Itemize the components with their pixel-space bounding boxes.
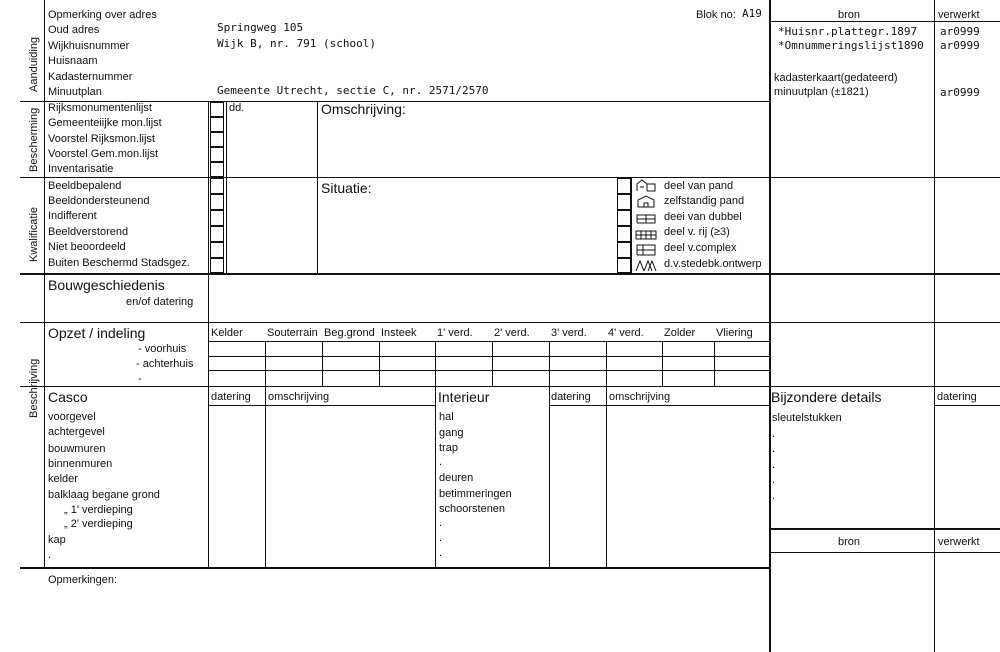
interieur-title: Interieur: [438, 389, 490, 405]
bijzondere-item: .: [772, 443, 776, 455]
floor-header: 2' verd.: [494, 327, 530, 339]
bron-header: bron: [838, 9, 861, 21]
row-huisnaam: Huisnaam: [48, 55, 98, 67]
bijzondere-bron-header: bron: [838, 536, 861, 548]
floor-header: 1' verd.: [437, 327, 473, 339]
row-wijkhuisnummer: Wijkhuisnummer: [48, 40, 130, 52]
situatie-option: zelfstandig pand: [664, 195, 745, 207]
bijzondere-datering-header: datering: [937, 391, 977, 403]
row-beeldbepalend: Beeldbepalend: [48, 180, 122, 192]
bijzondere-item: .: [772, 459, 776, 471]
old-address-value: Springweg 105: [217, 21, 304, 34]
section-label-kwalificatie: Kwalificatie: [28, 206, 40, 262]
casco-item: balklaag begane grond: [48, 489, 160, 501]
row-gemeentelijke-mon-lijst: Gemeenteiijke mon.lijst: [48, 117, 162, 129]
row-voorstel-rijksmon-lijst: Voorstel Rijksmon.lijst: [48, 133, 155, 145]
row-inventarisatie: Inventarisatie: [48, 163, 114, 175]
house-double-icon: [635, 211, 657, 224]
blok-value: A19: [742, 7, 762, 20]
interieur-item: .: [439, 532, 443, 544]
casco-item: „ 1' verdieping: [64, 504, 133, 516]
floor-header: Kelder: [211, 327, 243, 339]
interieur-item: schoorstenen: [439, 503, 506, 515]
wijk-number-value: Wijk B, nr. 791 (school): [217, 37, 376, 50]
bijzondere-item: .: [772, 474, 776, 486]
row-niet-beoordeeld: Niet beoordeeld: [48, 241, 126, 253]
checkbox-rijksmonumentenlijst[interactable]: [210, 102, 224, 117]
opzet-row-achterhuis: - achterhuis: [136, 358, 194, 370]
bron-entry: *Huisnr.plattegr.1897: [778, 25, 918, 38]
blok-label: Blok no:: [696, 9, 736, 21]
checkbox-stedebk-ontwerp[interactable]: [617, 258, 631, 273]
situatie-label: Situatie:: [321, 180, 372, 196]
opzet-label: Opzet / indeling: [48, 325, 146, 341]
checkbox-gemeentelijke-mon-lijst[interactable]: [210, 117, 224, 132]
row-voorstel-gem-mon-lijst: Voorstel Gem.mon.lijst: [48, 148, 159, 160]
casco-omschrijving-header: omschrijving: [268, 391, 330, 403]
checkbox-deel-v-rij[interactable]: [617, 226, 631, 242]
checkbox-deel-van-pand[interactable]: [617, 178, 631, 194]
checkbox-voorstel-gem-mon-lijst[interactable]: [210, 147, 224, 162]
row-kadasternummer: Kadasternummer: [48, 71, 133, 83]
floor-header: Beg.grond: [324, 327, 375, 339]
casco-datering-header: datering: [211, 391, 251, 403]
floor-header: Souterrain: [267, 327, 318, 339]
interieur-item: betimmeringen: [439, 488, 512, 500]
bijzondere-verwerkt-header: verwerkt: [938, 536, 980, 548]
section-label-aanduiding: Aanduiding: [28, 36, 40, 92]
row-buiten-beschermd: Buiten Beschermd Stadsgez.: [48, 257, 190, 269]
bijzondere-title: Bijzondere details: [771, 389, 882, 405]
bijzondere-item: .: [772, 428, 776, 440]
checkbox-beeldbepalend[interactable]: [210, 178, 224, 194]
omschrijving-label: Omschrijving:: [321, 101, 406, 117]
interieur-datering-header: datering: [551, 391, 591, 403]
casco-item: voorgevel: [48, 411, 96, 423]
interieur-item: .: [439, 517, 443, 529]
bron-entry: *Omnummeringslijst1890: [778, 39, 924, 52]
casco-item: kap: [48, 534, 66, 546]
checkbox-buiten-beschermd[interactable]: [210, 258, 224, 273]
section-label-beschrijving: Beschrijving: [28, 358, 40, 418]
floor-header: Vliering: [716, 327, 753, 339]
verwerkt-header: verwerkt: [938, 9, 980, 21]
verwerkt-entry: ar0999: [940, 25, 980, 38]
floor-header: Zolder: [664, 327, 696, 339]
datering-sub-label: en/of datering: [126, 296, 194, 308]
dd-label: dd.: [229, 102, 245, 114]
bron-entry: minuutplan (±1821): [774, 86, 869, 98]
bijzondere-item: sleutelstukken: [772, 412, 842, 424]
row-minuutplan: Minuutplan: [48, 86, 102, 98]
interieur-omschrijving-header: omschrijving: [609, 391, 671, 403]
interieur-item: .: [439, 547, 443, 559]
interieur-item: trap: [439, 442, 458, 454]
row-oud-adres: Oud adres: [48, 24, 100, 36]
checkbox-beeldondersteunend[interactable]: [210, 194, 224, 210]
situatie-option: deel v. rij (≥3): [664, 226, 730, 238]
opmerkingen-label: Opmerkingen:: [48, 574, 118, 586]
row-opmerking-over-adres: Opmerking over adres: [48, 9, 157, 21]
casco-item: binnenmuren: [48, 458, 113, 470]
row-indifferent: Indifferent: [48, 210, 97, 222]
house-complex-icon: [635, 243, 657, 256]
checkbox-deel-v-complex[interactable]: [617, 242, 631, 258]
checkbox-indifferent[interactable]: [210, 210, 224, 226]
interieur-item: .: [439, 456, 443, 468]
checkbox-inventarisatie[interactable]: [210, 162, 224, 177]
casco-item: .: [48, 549, 52, 561]
floor-header: Insteek: [381, 327, 417, 339]
interieur-item: deuren: [439, 472, 474, 484]
casco-item: „ 2' verdieping: [64, 518, 133, 530]
house-part-icon: [635, 179, 657, 192]
opzet-row-voorhuis: - voorhuis: [138, 343, 187, 355]
verwerkt-entry: ar0999: [940, 86, 980, 99]
row-beeldverstorend: Beeldverstorend: [48, 226, 129, 238]
casco-title: Casco: [48, 389, 88, 405]
checkbox-beeldverstorend[interactable]: [210, 226, 224, 242]
bron-entry: kadasterkaart(gedateerd): [774, 72, 898, 84]
casco-item: kelder: [48, 473, 78, 485]
urban-design-icon: [635, 259, 657, 272]
house-row-icon: [635, 227, 657, 240]
checkbox-zelfstandig-pand[interactable]: [617, 194, 631, 210]
interieur-item: gang: [439, 427, 464, 439]
checkbox-deel-van-dubbel[interactable]: [617, 210, 631, 226]
checkbox-voorstel-rijksmon-lijst[interactable]: [210, 132, 224, 147]
interieur-item: hal: [439, 411, 454, 423]
kadaster-value: Gemeente Utrecht, sectie C, nr. 2571/2570: [217, 84, 489, 97]
floor-header: 3' verd.: [551, 327, 587, 339]
situatie-option: d.v.stedebk.ontwerp: [664, 258, 762, 270]
row-beeldondersteunend: Beeldondersteunend: [48, 195, 150, 207]
bouwgeschiedenis-label: Bouwgeschiedenis: [48, 277, 165, 293]
checkbox-niet-beoordeeld[interactable]: [210, 242, 224, 258]
situatie-option: deel van pand: [664, 180, 734, 192]
opzet-row-blank: -: [138, 373, 142, 385]
verwerkt-entry: ar0999: [940, 39, 980, 52]
situatie-option: deei van dubbel: [664, 211, 742, 223]
row-rijksmonumentenlijst: Rijksmonumentenlijst: [48, 102, 152, 114]
house-standalone-icon: [635, 195, 657, 208]
casco-item: achtergevel: [48, 426, 105, 438]
section-label-bescherming: Bescherming: [28, 107, 40, 172]
casco-item: bouwmuren: [48, 443, 106, 455]
floor-header: 4' verd.: [608, 327, 644, 339]
situatie-option: deel v.complex: [664, 242, 737, 254]
bijzondere-item: .: [772, 490, 776, 502]
